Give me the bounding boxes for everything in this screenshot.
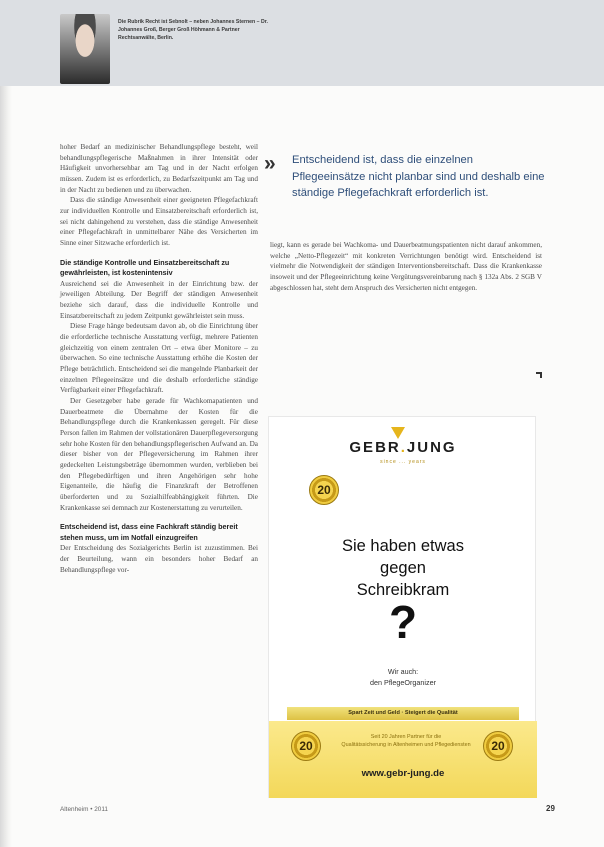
ad-note: Wir auch: den PflegeOrganizer [370,667,436,687]
right-column [270,240,542,293]
question-mark: ? [388,596,418,648]
ad-url-link[interactable]: www.gebr-jung.de [361,768,445,779]
anniversary-seal-icon: 20 [483,731,513,761]
author-caption: Die Rubrik Recht ist Sebnolt – neben Johannes Sternen – Dr. Johannes Groß, Berger Groß Höhmann & Partner Rechtsanwälte, Berlin. [118,19,268,42]
paragraph: Dass die ständige Anwesenheit einer geeigneten Pflegefachkraft zur individuellen Kontrolle und Einsatzbereitschaft erforderlich ist, sei nicht dahingehend zu verstehen, dass die ständige Anwesenheit einer Pflegefachkraft in unmittelbarer Nähe des Versicherten im Sinne einer Sitzwache erforderlich ist. [60,196,258,247]
subheading: Die ständige Kontrolle und Einsatzbereitschaft zu gewährleisten, ist kostenintensiv [60,257,230,278]
logo-triangle-icon [391,427,405,439]
advertisement [268,416,536,798]
paragraph: Der Gesetzgeber habe gerade für Wachkomapatienten und Dauerbeatmete die Übernahme der Kosten für die Behandlungspflege durch die Krankenkassen geregelt. Für diese Person fallen im Rahmen der vollstationären Dauerpflegeversorgung sehr hohe Kosten für den behandlungspflegerischen Aufwand an. Da dieser bisher von der Pflegeversicherung im Rahmen ihrer gedeckelten Leistungsbeträge übernommen wurden, verblieben bei den Pflegebedürftigen und ihren Angehörigen sehr hohe Eigenanteile, die häufig die Finanzkraft der Betroffenen überforderten und zu Sozialhilfeabhängigkeit führten. Die Krankenkasse sei demnach zur Kostenerstattung zu verurteilen. [60,396,258,512]
pull-quote-text: Entscheidend ist, dass die einzelnen Pflegeeinsätze nicht planbar sind und deshalb eine ständige Pflegefachkraft erforderlich ist. [292,154,545,200]
paragraph: Diese Frage hänge bedeutsam davon ab, ob die Einrichtung über die erforderliche technische Ausstattung verfügt, mehrere Patienten gleichzeitig von einem zentralen Ort – etwa über Monitore – zu überwachen. So eine technische Ausstattung erhöhe die Kosten der Pflege beträchtlich. Entscheidend sei die mangelnde Planbarkeit der einzelnen Pflegeeinsätze und die deshalb erforderliche ständige Verfügbarkeit einer Pflegefachkraft. [60,322,258,395]
ad-footer [269,721,537,798]
header-band [0,0,604,86]
ad-footer-text: Seit 20 Jahren Partner für die Qualitätssicherung in Altenheimen und Pflegediensten [341,734,471,748]
ad-banner: Spart Zeit und Geld · Steigert die Qualität [287,707,519,720]
paragraph: Ausreichend sei die Anwesenheit in der Einrichtung bzw. der jeweiligen Abteilung. Der Begriff der ständigen Anwesenheit beziehe sich darauf, dass die individuelle Kontrolle und Einsatzbereitschaft zu jedem Zeitpunkt gewährleistet sein muss. [60,279,258,320]
article-end-mark [536,372,542,378]
quote-mark: » [264,152,273,175]
author-photo [60,14,110,84]
left-column [60,142,258,575]
anniversary-seal-icon: 20 [309,475,339,505]
subheading: Entscheidend ist, dass eine Fachkraft ständig bereit stehen muss, um im Notfall einzugreifen [60,522,238,542]
paragraph: Der Entscheidung des Sozialgerichts Berlin ist zuzustimmen. Bei der Beurteilung, wann ein besonders hoher Bedarf an Behandlungspflege vor- [60,544,258,574]
ad-logo: GEBR.JUNG [349,439,457,456]
ad-tagline: since ... years [380,459,426,465]
paragraph: liegt, kann es gerade bei Wachkoma- und Dauerbeatmungspatienten nicht darauf ankommen, welche „Netto-Pflegezeit“ mit konkreten Verrichtungen benötigt wird. Entscheidend ist vielmehr die Notwendigkeit der ständigen Interventionsbereitschaft. Dass die Krankenkasse insoweit und der Pflegeeinrichtung keine Vergütungsvereinbarung nach § 132a Abs. 2 SGB V abgeschlossen hat, steht dem Anspruch des Versicherten nicht entgegen. [270,241,542,292]
paragraph: hoher Bedarf an medizinischer Behandlungspflege besteht, weil behandlungspflegerische Maßnahmen in ihrer Intensität oder Häufigkeit unvorhersehbar am Tag und in der Nacht erfolgen müssen. Zudem ist es erforderlich, zu Bedarfszeitpunkt am Tag und in der Nacht zu bedienen und zu überwachen. [60,143,258,194]
anniversary-seal-icon: 20 [291,731,321,761]
pull-quote [264,152,548,202]
ad-headline: Sie haben etwas gegen Schreibkram [341,537,464,599]
footer-publication: Altenheim • 2011 [60,806,108,813]
page-number: 29 [546,804,555,813]
page-fold-shadow [0,0,12,847]
